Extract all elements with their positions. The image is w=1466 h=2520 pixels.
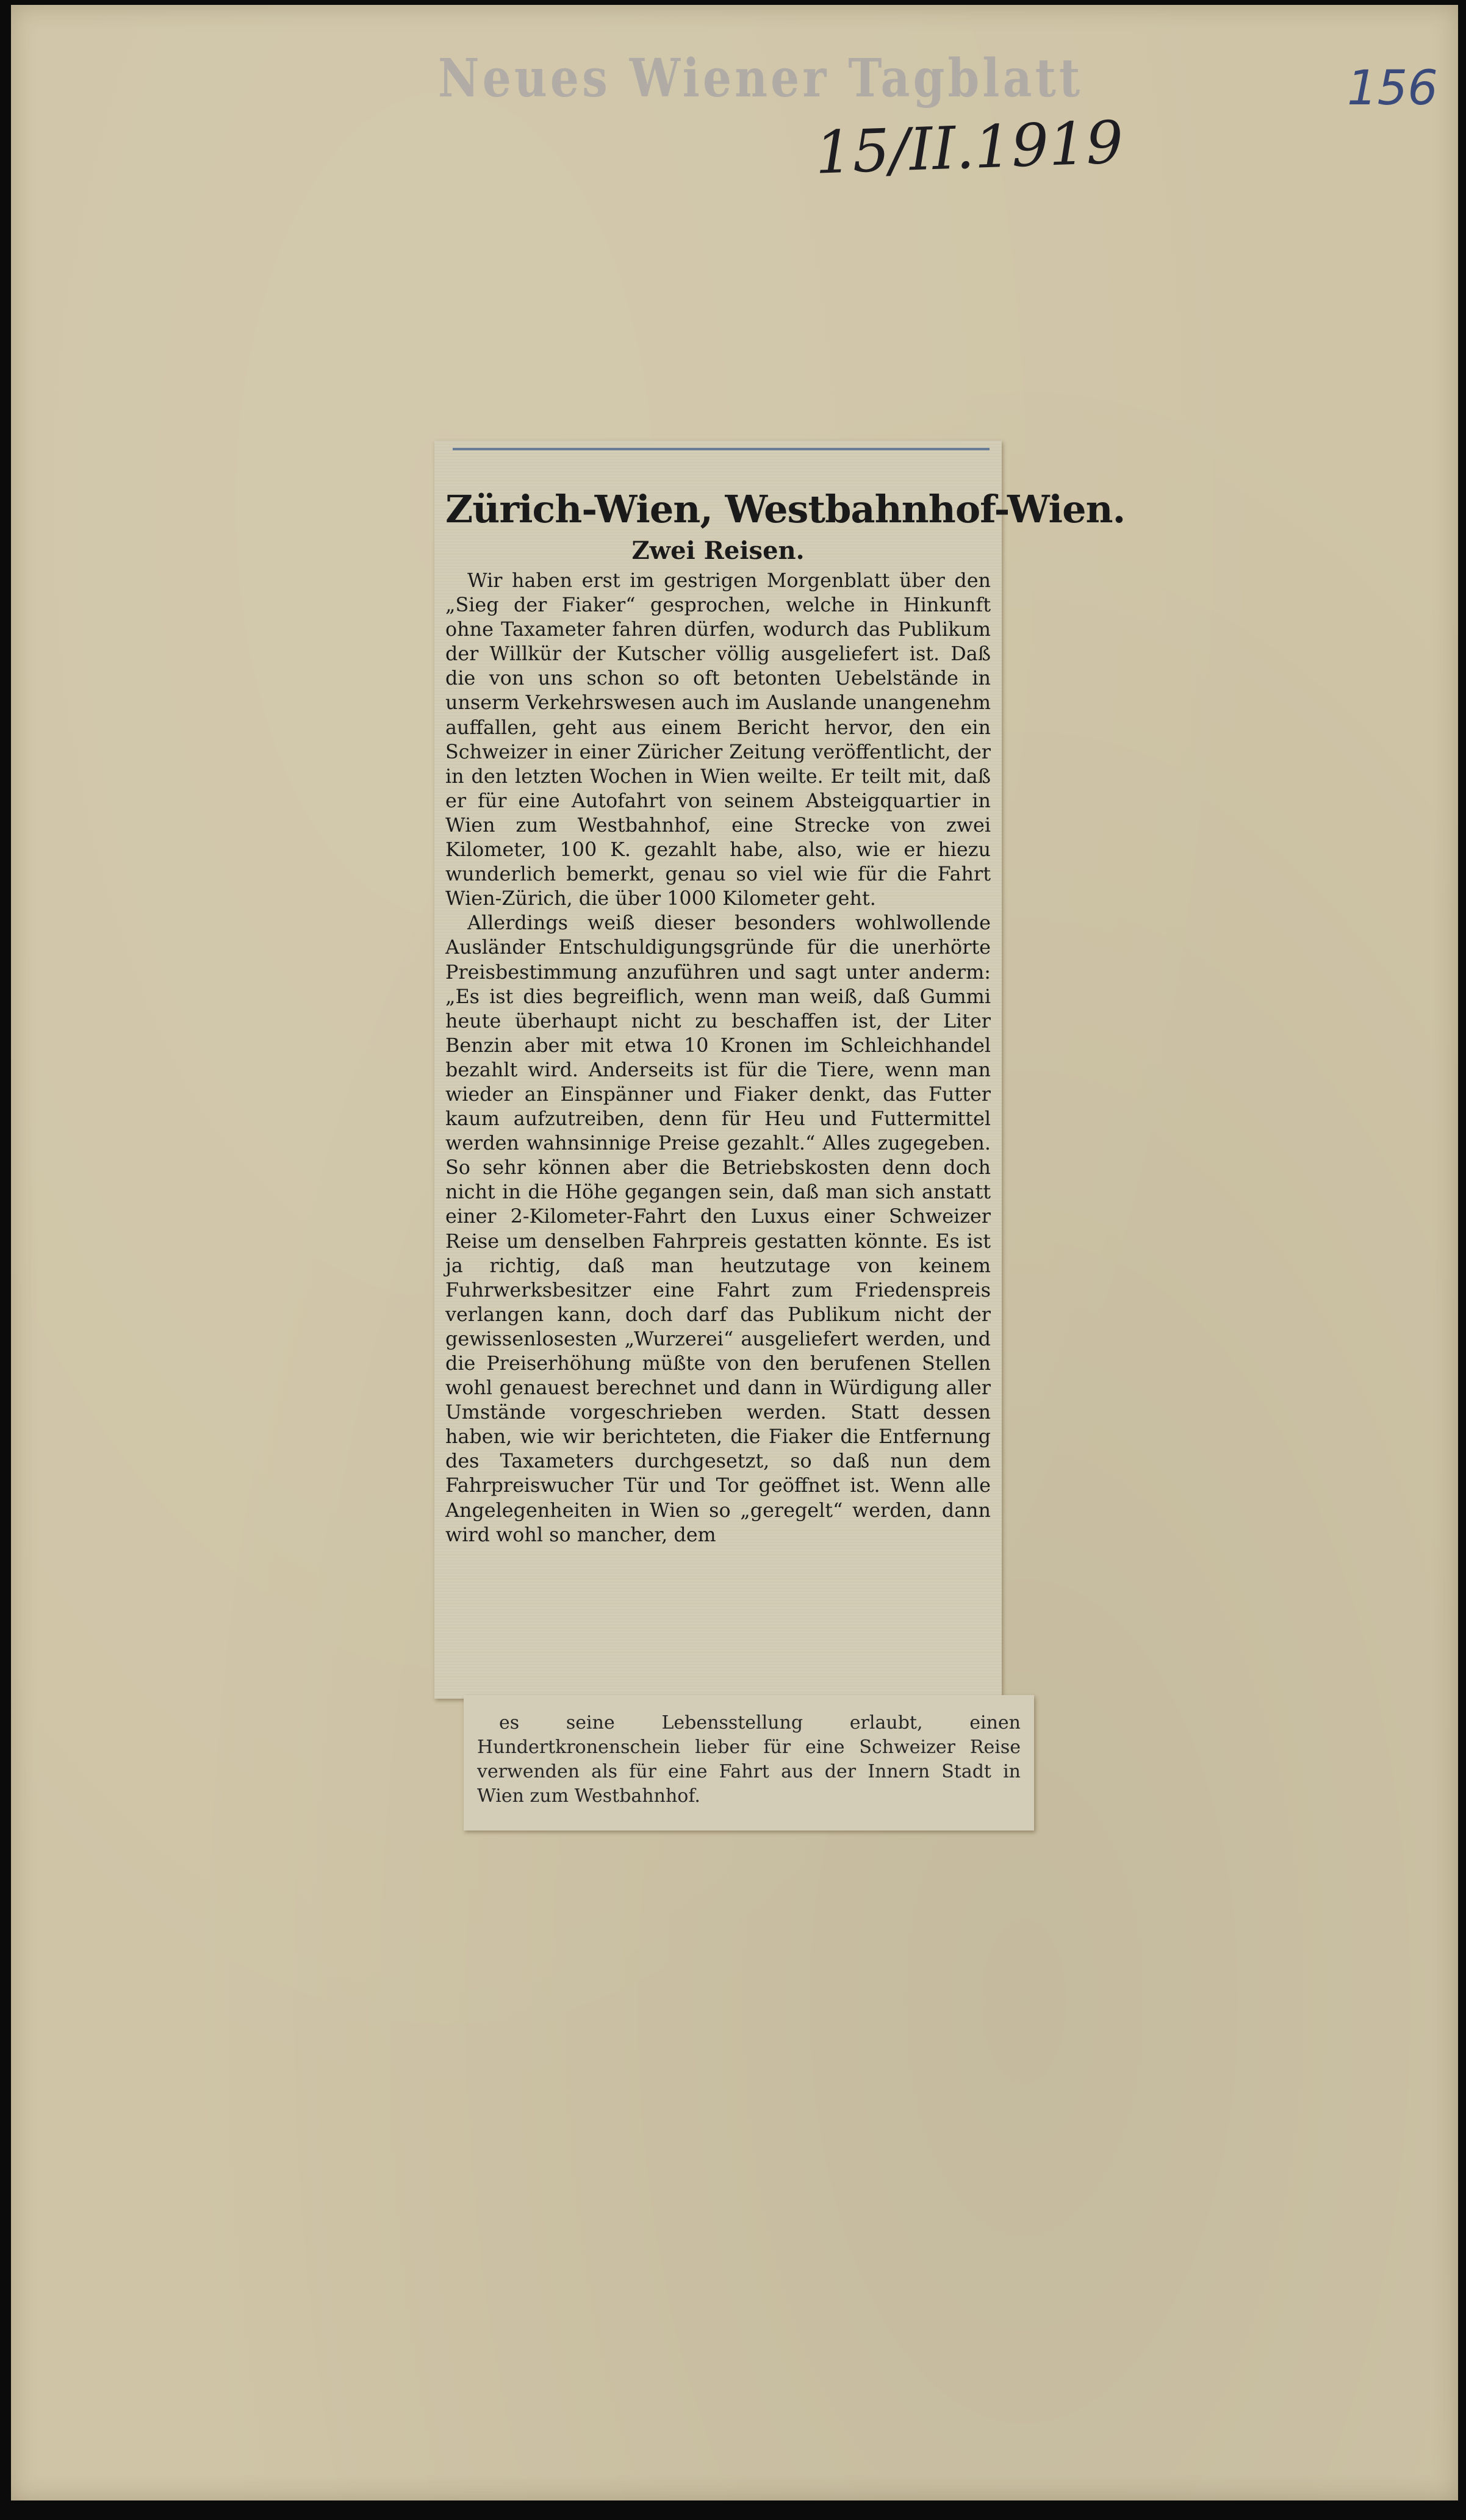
article-body [445, 569, 991, 1547]
handwritten-date: 15/II.1919 [814, 108, 1124, 187]
newspaper-clipping [434, 441, 1126, 1699]
article-continuation [477, 1711, 1021, 1809]
article-headline: Zürich-Wien, Westbahnhof-Wien. [445, 487, 1126, 531]
article-paragraph-2: Allerdings weiß dieser besonders wohlwollende Ausländer Entschuldigungsgründe für die unerhörte Preisbestimmung anzuführen und sagt unter anderm: „Es ist dies begreiflich, wenn man weiß, daß Gummi heute überhaupt nicht zu beschaffen ist, der Liter Benzin aber mit etwa 10 Kronen im Schleichhandel bezahlt wird. Anderseits ist für die Tiere, wenn man wieder an Einspänner und Fiaker denkt, das Futter kaum aufzutreiben, denn für Heu und Futtermittel werden wahnsinnige Preise gezahlt.“ Alles zugegeben. So sehr können aber die Betriebskosten denn doch nicht in die Höhe gegangen sein, daß man sich anstatt einer 2-Kilometer-Fahrt den Luxus einer Schweizer Reise um denselben Fahrpreis gestatten könnte. Es ist ja richtig, daß man heutzutage von keinem Fuhrwerksbesitzer eine Fahrt zum Friedenspreis verlangen kann, doch darf das Publikum nicht der gewissenlosesten „Wurzerei“ ausgeliefert werden, und die Preiserhöhung müßte von den berufenen Stellen wohl genauest berechnet und dann in Würdigung aller Umstände vorgeschrieben werden. Statt dessen haben, wie wir berichteten, die Fiaker die Entfernung des Taxameters durchgesetzt, so daß nun dem Fahrpreiswucher Tür und Tor geöffnet ist. Wenn alle Angelegenheiten in Wien so „geregelt“ werden, dann wird wohl so mancher, dem [445, 912, 991, 1546]
article-subheadline: Zwei Reisen. [631, 536, 805, 565]
clipping-top-rule [453, 448, 990, 450]
page-number: 156 [1347, 61, 1438, 116]
newspaper-clipping-continuation [464, 1695, 1034, 1831]
article-continuation-text: es seine Lebensstellung erlaubt, einen Hundertkronenschein lieber für eine Schweizer Reise verwenden als für eine Fahrt aus der Innern Stadt in Wien zum Westbahnhof. [477, 1712, 1021, 1807]
newspaper-stamp: Neues Wiener Tagblatt [438, 48, 1083, 109]
article-paragraph-1: Wir haben erst im gestrigen Morgenblatt über den „Sieg der Fiaker“ gesprochen, welche in Hinkunft ohne Taxameter fahren dürfen, wodurch das Publikum der Willkür der Kutscher völlig ausgeliefert ist. Daß die von uns schon so oft betonten Uebelstände in unserm Verkehrswesen auch im Auslande unangenehm auffallen, geht aus einem Bericht hervor, den ein Schweizer in einer Züricher Zeitung veröffentlicht, der in den letzten Wochen in Wien weilte. Er teilt mit, daß er für eine Autofahrt von seinem Absteigquartier in Wien zum Westbahnhof, eine Strecke von zwei Kilometer, 100 K. gezahlt habe, also, wie er hiezu wunderlich bemerkt, genau so viel wie für die Fahrt Wien-Zürich, die über 1000 Kilometer geht. [445, 569, 991, 910]
